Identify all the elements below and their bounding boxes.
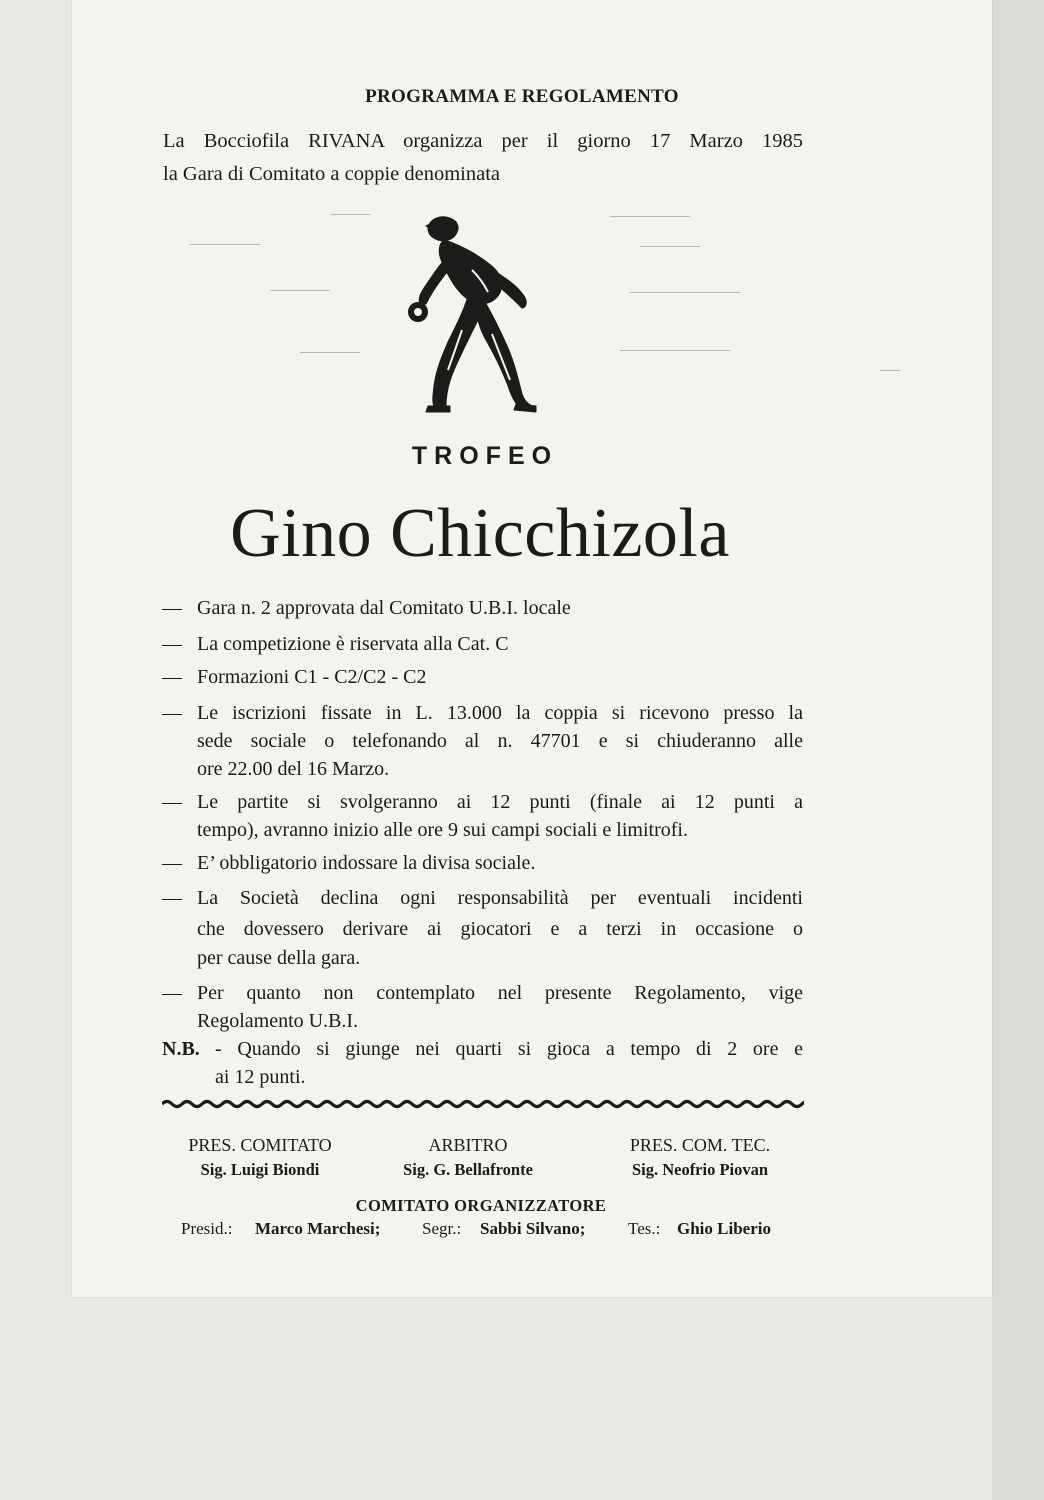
print-speck <box>300 352 360 353</box>
print-speck <box>270 290 330 291</box>
official-name-president: Sig. Luigi Biondi <box>200 1160 320 1179</box>
bocce-player-icon <box>398 210 548 415</box>
rule-4-line-1: Le iscrizioni fissate in L. 13.000 la coppia si ricevono presso la <box>197 702 803 724</box>
background-edge <box>992 0 1044 1500</box>
official-role-referee: ARBITRO <box>428 1135 508 1155</box>
page-heading: PROGRAMMA E REGOLAMENTO <box>365 86 679 107</box>
print-speck <box>630 292 740 293</box>
committee-title: COMITATO ORGANIZZATORE <box>355 1196 607 1215</box>
rule-dash: — <box>162 702 182 724</box>
committee-treasurer: Ghio Liberio <box>677 1219 771 1238</box>
rule-7-line-3: per cause della gara. <box>197 947 361 969</box>
print-speck <box>190 244 260 245</box>
rule-2-line-1: La competizione è riservata alla Cat. C <box>197 633 509 655</box>
rule-4-line-3: ore 22.00 del 16 Marzo. <box>197 758 390 780</box>
rule-dash: — <box>162 666 182 688</box>
print-speck <box>880 370 900 371</box>
rule-dash: — <box>162 791 182 813</box>
rule-8-line-1: Per quanto non contemplato nel presente Regolamento, vige <box>197 982 803 1004</box>
committee-secretary-label: Segr.: <box>422 1219 462 1238</box>
nb-line-2: ai 12 punti. <box>215 1066 306 1088</box>
rule-3-line-1: Formazioni C1 - C2/C2 - C2 <box>197 666 427 688</box>
official-name-referee: Sig. G. Bellafronte <box>403 1160 533 1179</box>
rule-4-line-2: sede sociale o telefonando al n. 47701 e si chiuderanno alle <box>197 730 803 752</box>
committee-secretary: Sabbi Silvano; <box>480 1219 586 1238</box>
rule-dash: — <box>162 852 182 874</box>
rule-dash: — <box>162 633 182 655</box>
rule-5-line-2: tempo), avranno inizio alle ore 9 sui campi sociali e limitrofi. <box>197 819 688 841</box>
nb-label: N.B. <box>162 1038 200 1060</box>
nb-line-1: - Quando si giunge nei quarti si gioca a tempo di 2 ore e <box>215 1038 803 1060</box>
rule-dash: — <box>162 982 182 1004</box>
rule-7-line-2: che dovessero derivare ai giocatori e a terzi in occasione o <box>197 918 803 940</box>
official-name-tech-president: Sig. Neofrio Piovan <box>631 1160 769 1179</box>
rule-dash: — <box>162 887 182 909</box>
trophy-label: TROFEO <box>411 442 559 470</box>
trophy-name: Gino Chicchizola <box>230 495 730 572</box>
committee-treasurer-label: Tes.: <box>628 1219 661 1238</box>
official-role-tech-president: PRES. COM. TEC. <box>629 1135 771 1155</box>
print-speck <box>330 214 370 215</box>
rule-6-line-1: E’ obbligatorio indossare la divisa sociale. <box>197 852 536 874</box>
rule-7-line-1: La Società declina ogni responsabilità per eventuali incidenti <box>197 887 803 909</box>
ornamental-divider <box>162 1097 804 1111</box>
committee-president-label: Presid.: <box>181 1219 233 1238</box>
print-speck <box>610 216 690 217</box>
rule-8-line-2: Regolamento U.B.I. <box>197 1010 359 1032</box>
rule-5-line-1: Le partite si svolgeranno ai 12 punti (finale ai 12 punti a <box>197 791 803 813</box>
intro-line-1: La Bocciofila RIVANA organizza per il giorno 17 Marzo 1985 <box>163 130 803 152</box>
rule-1-line-1: Gara n. 2 approvata dal Comitato U.B.I. locale <box>197 597 571 619</box>
rule-dash: — <box>162 597 182 619</box>
official-role-president: PRES. COMITATO <box>188 1135 332 1155</box>
committee-president: Marco Marchesi; <box>255 1219 381 1238</box>
print-speck <box>640 246 700 247</box>
intro-line-2: la Gara di Comitato a coppie denominata <box>163 163 500 185</box>
print-speck <box>620 350 730 351</box>
